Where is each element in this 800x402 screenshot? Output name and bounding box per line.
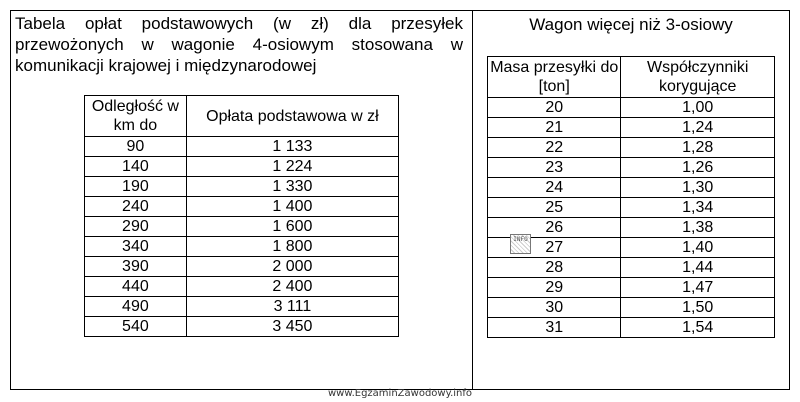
column-header-mass: Masa przesyłki do [ton] xyxy=(488,57,621,98)
table-row xyxy=(85,197,399,217)
table-row xyxy=(488,118,775,138)
table-cell-value: 2 400 xyxy=(186,277,398,297)
table-cell-key: 23 xyxy=(488,158,621,178)
table-row xyxy=(488,258,775,278)
table-cell-key: 25 xyxy=(488,198,621,218)
table-cell-key: 140 xyxy=(85,157,187,177)
table-row xyxy=(85,177,399,197)
table-cell-value: 1,28 xyxy=(621,138,775,158)
table-cell-value: 1,34 xyxy=(621,198,775,218)
table-cell-value: 1 330 xyxy=(186,177,398,197)
table-row xyxy=(488,158,775,178)
table-cell-key: 90 xyxy=(85,137,187,157)
table-cell-key: 22 xyxy=(488,138,621,158)
table-cell-value: 1 600 xyxy=(186,217,398,237)
table-cell-key: 26 xyxy=(488,218,621,238)
table-row xyxy=(488,278,775,298)
table-cell-key: 440 xyxy=(85,277,187,297)
table-row xyxy=(85,217,399,237)
table-cell-key: 28 xyxy=(488,258,621,278)
table-cell-value: 1,00 xyxy=(621,98,775,118)
table-row xyxy=(488,178,775,198)
table-cell-value: 1,24 xyxy=(621,118,775,138)
column-header-coefficient: Współczynniki korygujące xyxy=(621,57,775,98)
table-cell-key: 30 xyxy=(488,298,621,318)
left-table-heading: Tabela opłat podstawowych (w zł) dla przesyłek przewożonych w wagonie 4-osiowym stosowana w komunikacji krajowej i międzynarodowej xyxy=(15,14,463,75)
table-cell-value: 3 111 xyxy=(186,297,398,317)
table-cell-value: 1,26 xyxy=(621,158,775,178)
table-cell-key: 290 xyxy=(85,217,187,237)
table-cell-key: 24 xyxy=(488,178,621,198)
table-cell-key: 240 xyxy=(85,197,187,217)
table-row xyxy=(488,318,775,338)
table-cell-value: 1,50 xyxy=(621,298,775,318)
table-cell-value: 2 000 xyxy=(186,257,398,277)
table-row xyxy=(85,277,399,297)
table-cell-key: 20 xyxy=(488,98,621,118)
table-cell-value: 1,38 xyxy=(621,218,775,238)
table-cell-key: 27 xyxy=(488,238,621,258)
column-header-base-fee: Opłata podstawowa w zł xyxy=(186,96,398,137)
table-cell-value: 1 400 xyxy=(186,197,398,217)
table-cell-key: 31 xyxy=(488,318,621,338)
table-row xyxy=(85,157,399,177)
table-cell-key: 340 xyxy=(85,237,187,257)
table-cell-value: 1 800 xyxy=(186,237,398,257)
table-row xyxy=(85,137,399,157)
table-header-row xyxy=(85,96,399,137)
table-cell-value: 3 450 xyxy=(186,317,398,337)
table-row xyxy=(85,297,399,317)
right-table-heading: Wagon więcej niż 3-osiowy xyxy=(529,15,733,34)
table-cell-key: 190 xyxy=(85,177,187,197)
table-row xyxy=(488,138,775,158)
table-cell-value: 1,54 xyxy=(621,318,775,338)
column-divider xyxy=(472,10,473,390)
table-row xyxy=(488,198,775,218)
table-row xyxy=(488,298,775,318)
base-fee-table xyxy=(84,95,399,337)
table-row xyxy=(85,237,399,257)
table-cell-key: 490 xyxy=(85,297,187,317)
correction-coefficient-table xyxy=(487,56,775,338)
info-placeholder-icon: INFO xyxy=(510,234,531,254)
table-header-row xyxy=(488,57,775,98)
table-row xyxy=(85,257,399,277)
table-row xyxy=(488,98,775,118)
watermark-text: www.EgzaminZawodowy.info xyxy=(327,388,473,399)
table-cell-value: 1,30 xyxy=(621,178,775,198)
table-cell-key: 29 xyxy=(488,278,621,298)
table-row xyxy=(85,317,399,337)
table-cell-value: 1 224 xyxy=(186,157,398,177)
table-cell-key: 21 xyxy=(488,118,621,138)
table-cell-value: 1,40 xyxy=(621,238,775,258)
column-header-distance: Odległość w km do xyxy=(85,96,187,137)
table-cell-value: 1 133 xyxy=(186,137,398,157)
table-cell-value: 1,47 xyxy=(621,278,775,298)
table-cell-key: 540 xyxy=(85,317,187,337)
table-cell-value: 1,44 xyxy=(621,258,775,278)
table-cell-key: 390 xyxy=(85,257,187,277)
